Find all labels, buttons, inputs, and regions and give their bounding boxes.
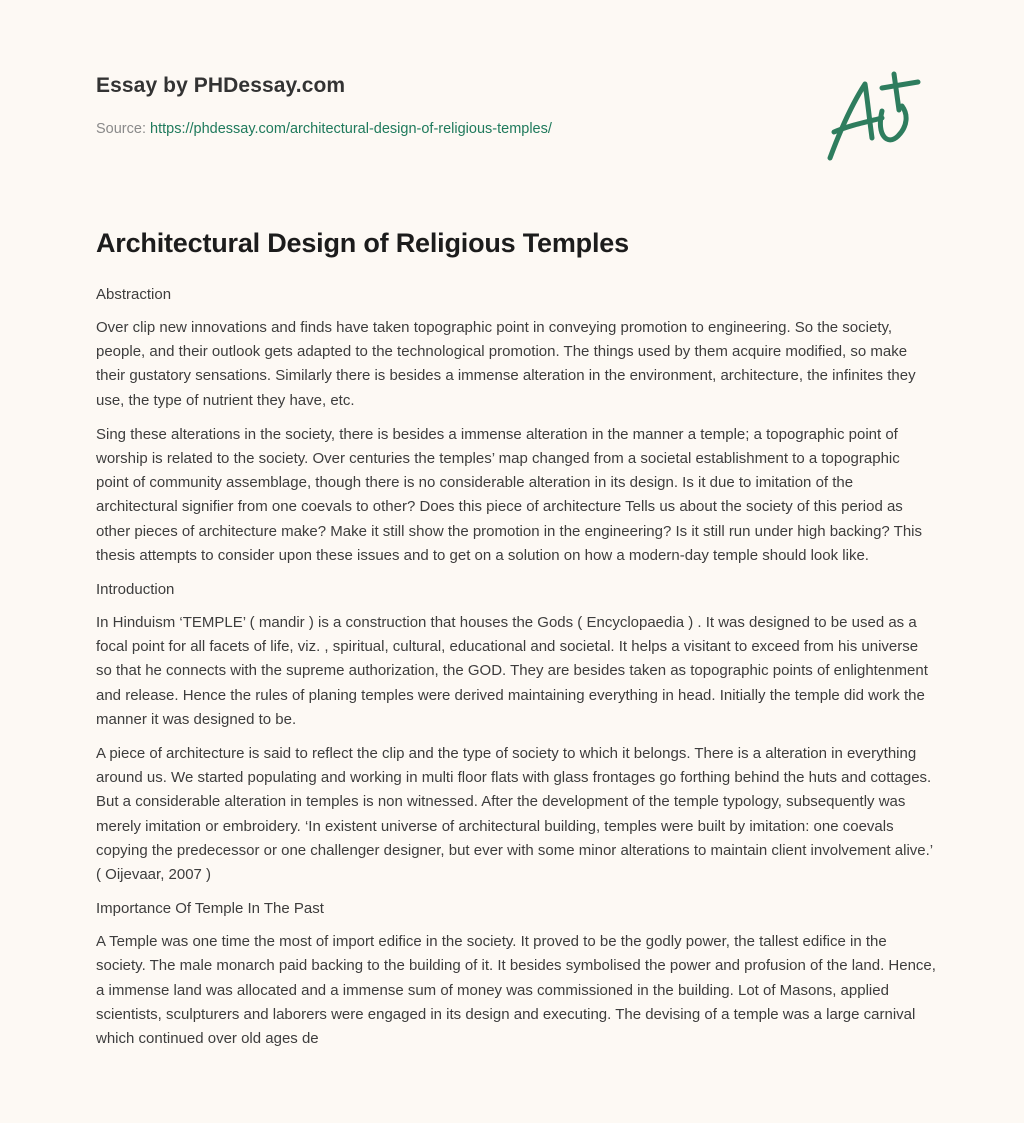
paragraph: Sing these alterations in the society, there is besides a immense alteration in the manner a temple; a topographic point of worship is related to the society. Over centuries the temples’ map changed from a societal establishment to a topographic point of community assemblage, though there is no considerable alteration in its design. Is it due to imitation of the architectural signifier from one coevals to other? Does this piece of architecture Tells us about the society of this period as other pieces of architecture make? Make it still show the promotion in the engineering? Is it still run under high backing? This thesis attempts to consider upon these issues and to get on a solution on how a modern-day temple should look like. [96, 425, 922, 564]
source-link[interactable]: https://phdessay.com/architectural-design-of-religious-temples/ [150, 121, 552, 137]
site-title: Essay by PHDessay.com [96, 74, 346, 97]
essay-content [96, 228, 936, 1061]
page-header [96, 74, 796, 137]
paragraph: A piece of architecture is said to reflect the clip and the type of society to which it belongs. There is a alteration in everything around us. We started populating and working in multi floor flats with glass frontages go forthing behind the huts and cottages. But a considerable alteration in temples is non witnessed. After the development of the temple typology, subsequently was merely imitation or embroidery. ‘In existent universe of architectural building, temples were built by imitation: one coevals copying the predecessor or one challenger designer, but ever with some minor alterations to maintain client involvement alive.’ ( Oijevaar, 2007 ) [96, 745, 933, 884]
section-importance-of-temple [96, 897, 936, 1051]
section-introduction [96, 578, 936, 887]
essay-title: Architectural Design of Religious Temples [96, 228, 629, 258]
section-heading: Introduction [96, 581, 175, 599]
section-abstraction [96, 283, 936, 568]
paragraph: Over clip new innovations and finds have taken topographic point in conveying promotion to engineering. So the society, people, and their outlook gets adapted to the technological promotion. The things used by them acquire modified, so make their gustatory sensations. Similarly there is besides a immense alteration in the environment, architecture, the infinites they use, the type of nutrient they have, etc. [96, 319, 916, 409]
paragraph: In Hinduism ‘TEMPLE’ ( mandir ) is a construction that houses the Gods ( Encyclopaedia ) . It was designed to be used as a focal point for all facets of life, viz. , spiritual, cultural, educational and societal. It helps a visitant to exceed from his universe so that he connects with the supreme authorization, the GOD. They are besides taken as topographic points of enlightenment and release. Hence the rules of planing temples were derived maintaining everything in head. Initially the temple did work the manner it was designed to be. [96, 614, 928, 728]
source-line [96, 121, 796, 137]
paragraph: A Temple was one time the most of import edifice in the society. It proved to be the godly power, the tallest edifice in the society. The male monarch paid backing to the building of it. It besides symbolised the power and profusion of the land. Hence, a immense land was allocated and a immense sum of money was commissioned in the building. Lot of Masons, applied scientists, sculpturers and laborers were engaged in its design and executing. The devising of a temple was a large carnival which continued over old ages de [96, 933, 936, 1048]
source-label: Source: [96, 121, 146, 137]
section-heading: Importance Of Temple In The Past [96, 900, 324, 918]
section-heading: Abstraction [96, 286, 172, 303]
a-plus-grade-icon [820, 66, 930, 166]
